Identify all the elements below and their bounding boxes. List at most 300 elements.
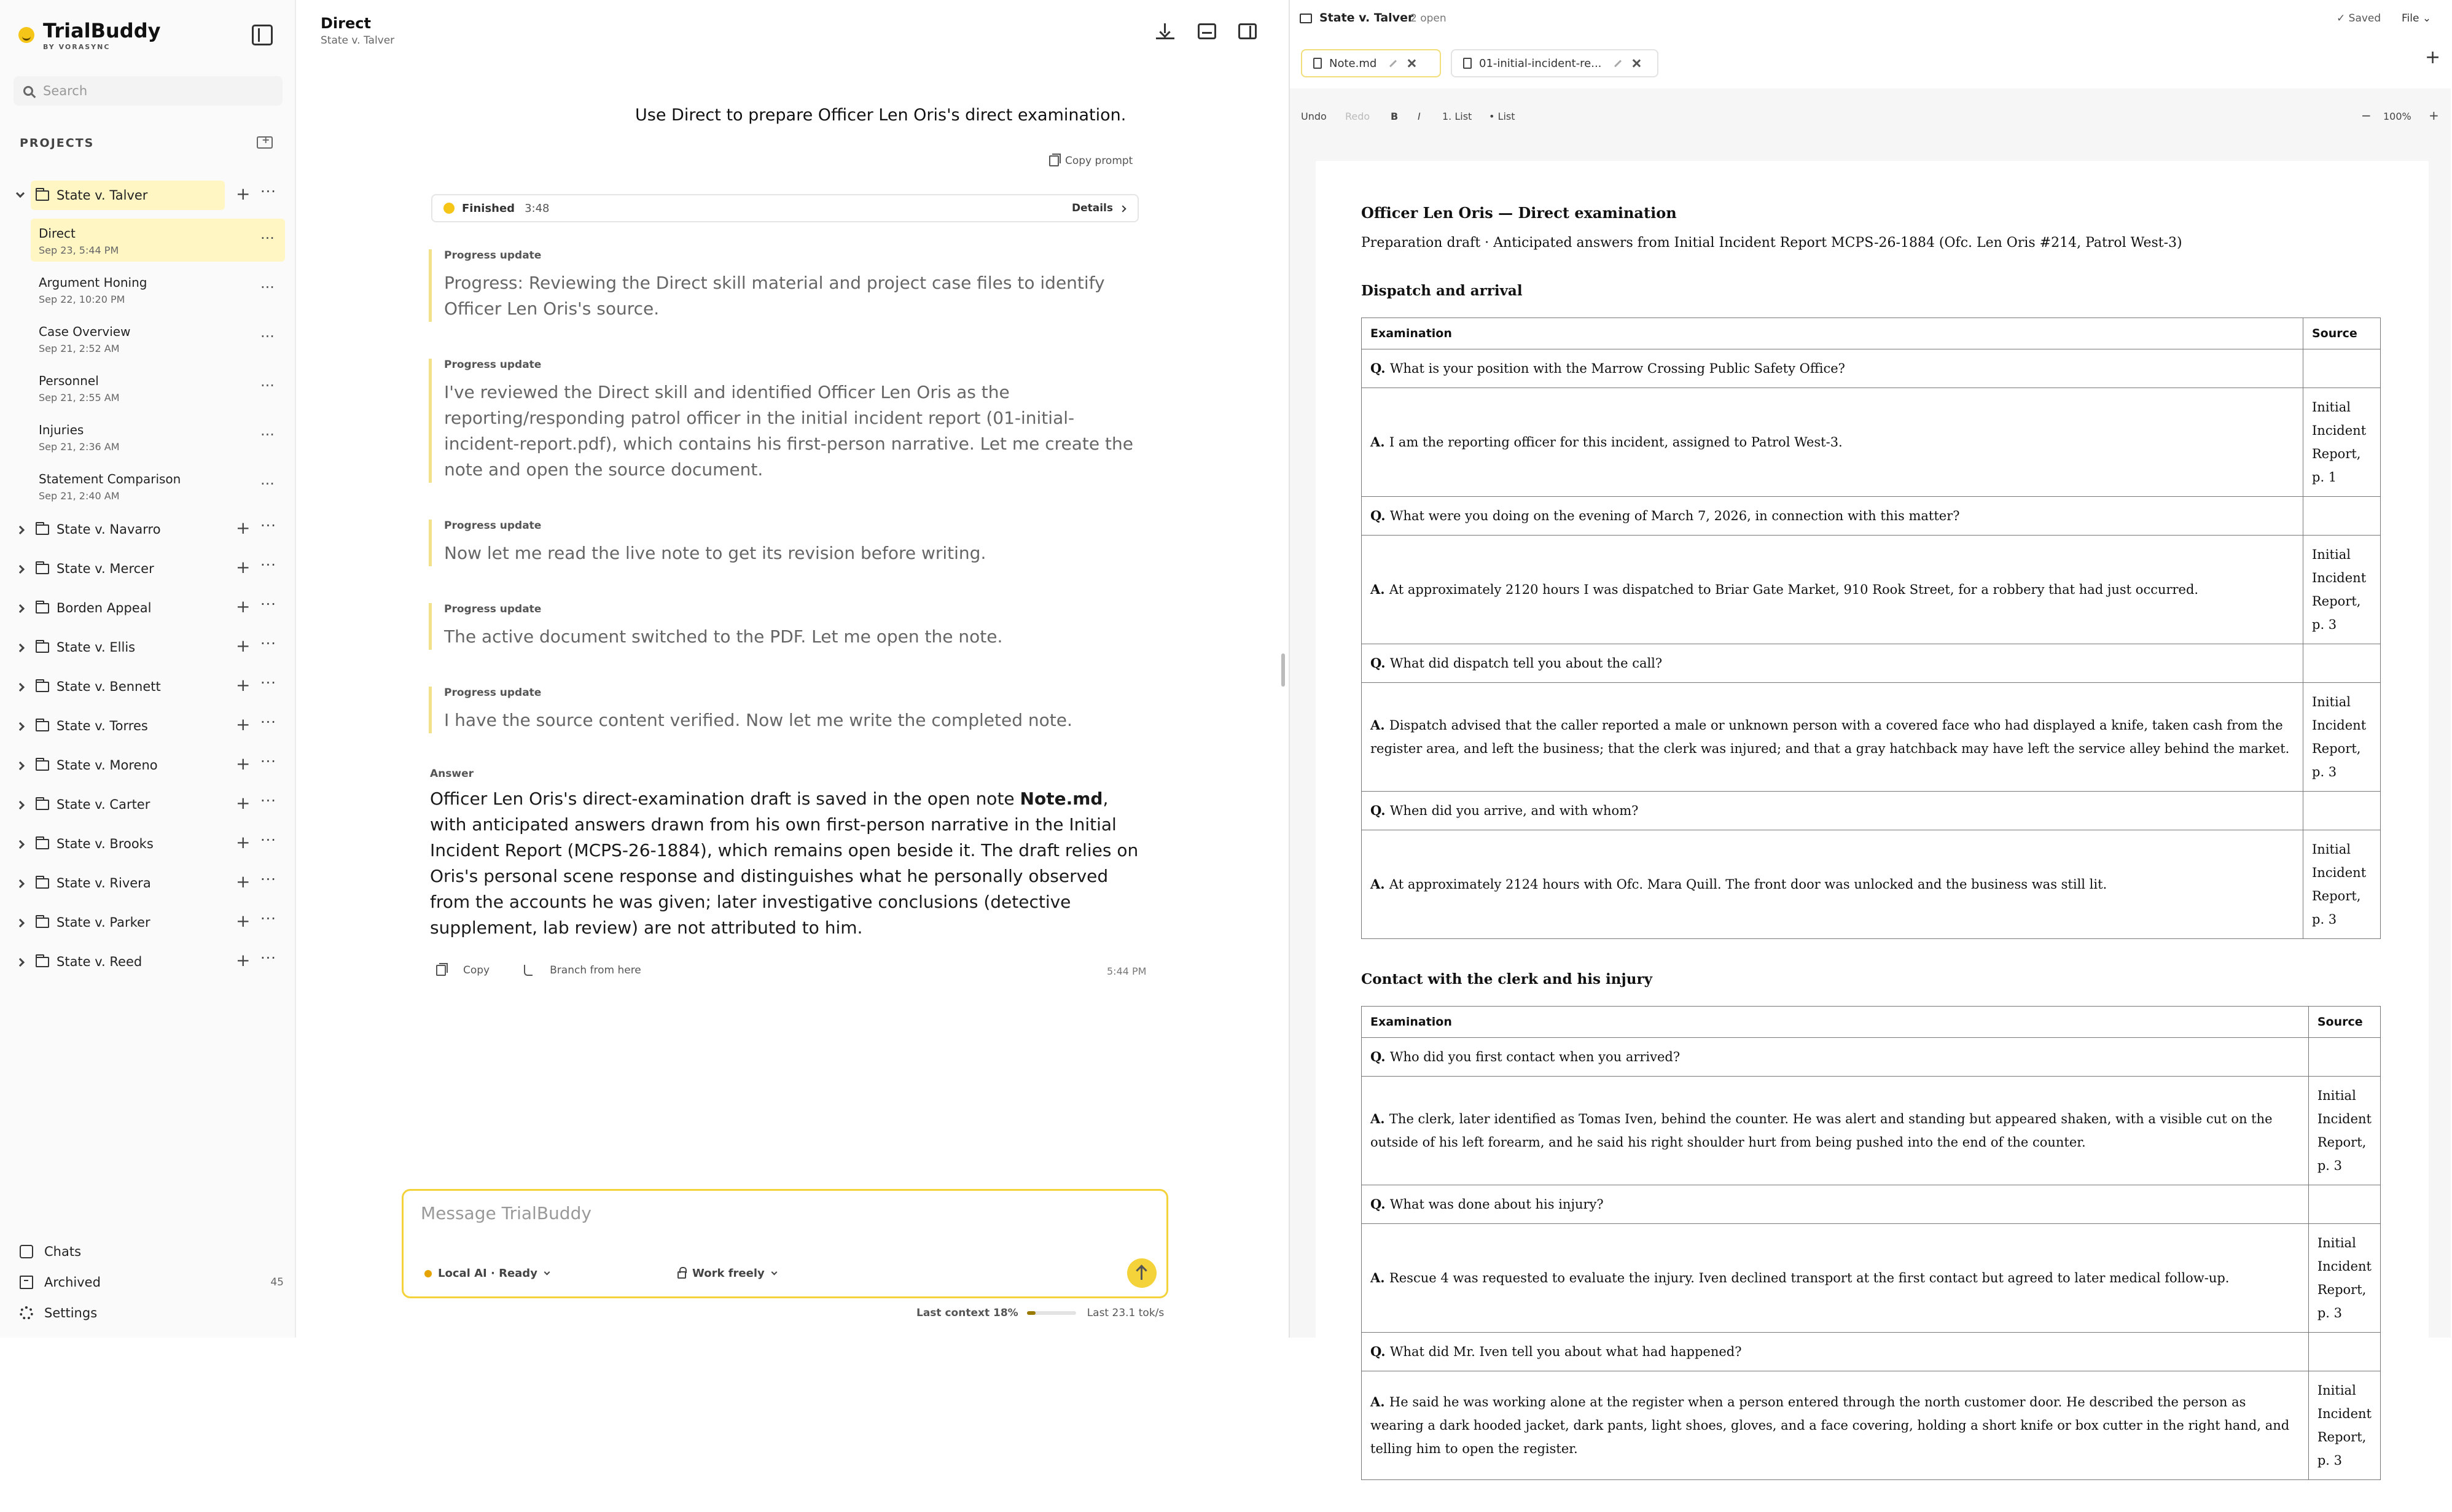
add-chat-button[interactable]: + — [236, 911, 251, 931]
model-selector[interactable] — [424, 1267, 549, 1280]
chat-item-date: Sep 22, 10:20 PM — [39, 294, 125, 305]
add-chat-button[interactable]: + — [236, 596, 251, 617]
add-chat-button[interactable]: + — [236, 754, 251, 774]
empty-source-cell — [2308, 1333, 2380, 1371]
project-label: State v. Bennett — [57, 679, 161, 694]
question-row — [1362, 1185, 2381, 1224]
source-cell: Initial Incident Report, p. 3 — [2308, 1224, 2380, 1333]
chat-item-date: Sep 23, 5:44 PM — [39, 244, 119, 256]
context-status — [916, 1307, 1164, 1319]
more-options-icon[interactable]: ··· — [260, 230, 275, 247]
folder-icon — [36, 524, 49, 535]
add-chat-button[interactable]: + — [236, 832, 251, 852]
progress-update — [429, 687, 1147, 733]
progress-label: Progress update — [444, 520, 542, 532]
project-item[interactable] — [0, 668, 296, 707]
answer-row — [1362, 388, 2381, 497]
brand-subtitle: BY VORASYNC — [43, 43, 111, 51]
add-chat-button[interactable]: + — [236, 184, 251, 204]
progress-text: The active document switched to the PDF. Let me open the note. — [444, 626, 1003, 647]
question-text: What is your position with the Marrow Crossing Public Safety Office? — [1389, 361, 1845, 376]
archived-label: Archived — [44, 1275, 101, 1290]
question-marker: Q. — [1370, 508, 1390, 523]
zoom-out-button[interactable]: − — [2361, 108, 2372, 123]
italic-button[interactable]: I — [1418, 111, 1421, 122]
answer-text: Rescue 4 was requested to evaluate the injury. Iven declined transport at the first contact but agreed to later medical follow-up. — [1389, 1271, 2230, 1285]
question-marker: Q. — [1370, 1196, 1390, 1212]
folder-icon — [36, 564, 49, 574]
answer-row — [1362, 536, 2381, 644]
project-label: State v. Mercer — [57, 561, 154, 576]
document-title: Officer Len Oris — Direct examination — [1361, 204, 1677, 222]
chat-item-title: Personnel — [39, 373, 99, 388]
chevron-right-icon[interactable] — [16, 840, 25, 849]
document-content — [1361, 204, 2381, 1512]
search-icon — [23, 86, 33, 96]
question-row — [1362, 792, 2381, 830]
project-item[interactable] — [0, 786, 296, 825]
answer-part: Officer Len Oris's direct-examination draft is saved in the open note — [430, 789, 1020, 809]
chat-item[interactable] — [0, 216, 296, 265]
answer-cell[interactable] — [1362, 536, 2303, 644]
document-header — [1290, 0, 2452, 38]
question-text: What were you doing on the evening of March 7, 2026, in connection with this matter? — [1389, 509, 1960, 523]
answer-row — [1362, 1371, 2381, 1480]
more-options-icon[interactable]: ··· — [260, 871, 276, 888]
project-label: State v. Carter — [57, 797, 150, 812]
folder-icon — [36, 190, 49, 201]
document-page[interactable] — [1316, 161, 2429, 1468]
question-text: Who did you first contact when you arrived? — [1389, 1050, 1681, 1064]
chevron-right-icon[interactable] — [16, 801, 25, 809]
folder-icon — [36, 603, 49, 614]
chat-item[interactable] — [0, 462, 296, 511]
copy-prompt-label: Copy prompt — [1065, 155, 1133, 167]
more-options-icon[interactable]: ··· — [260, 328, 275, 345]
source-cell: Initial Incident Report, p. 3 — [2308, 1077, 2380, 1185]
question-cell[interactable] — [1362, 644, 2303, 683]
answer-marker: A. — [1370, 434, 1389, 450]
progress-label: Progress update — [444, 603, 542, 615]
send-button[interactable] — [1127, 1258, 1157, 1288]
more-options-icon[interactable]: ··· — [260, 753, 276, 770]
more-options-icon[interactable]: ··· — [260, 635, 276, 652]
context-label: Last context 18% — [916, 1307, 1018, 1319]
document-project: State v. Talver — [1319, 11, 1414, 25]
more-options-icon[interactable]: ··· — [260, 714, 276, 731]
chevron-right-icon[interactable] — [16, 919, 25, 927]
more-options-icon[interactable]: ··· — [260, 910, 276, 927]
answer-row — [1362, 830, 2381, 939]
more-options-icon[interactable]: ··· — [260, 475, 275, 493]
answer-text: At approximately 2120 hours I was dispatched to Briar Gate Market, 910 Rook Street, for a robbery that had just occurred. — [1389, 582, 2199, 597]
tab-label: Note.md — [1329, 57, 1377, 70]
settings-link[interactable] — [20, 1301, 284, 1325]
project-label: State v. Brooks — [57, 836, 154, 851]
project-item-active[interactable] — [0, 177, 296, 216]
question-row — [1362, 497, 2381, 536]
lock-icon — [677, 1271, 686, 1279]
chevron-right-icon[interactable] — [16, 722, 25, 731]
ready-dot-icon — [424, 1270, 432, 1277]
table-header-row — [1362, 318, 2381, 349]
folder-icon — [1300, 14, 1312, 23]
answer-text: He said he was working alone at the register when a person entered through the north customer door. He described the person as wearing a dark hooded jacket, dark pants, light shoes, gloves, and a face covering, holding a short knife or box cutter in the right hand, and telling him to open the register. — [1370, 1395, 2290, 1456]
folder-icon — [36, 682, 49, 692]
source-cell: Initial Incident Report, p. 3 — [2308, 1371, 2380, 1480]
file-menu[interactable]: File ⌄ — [2402, 12, 2432, 25]
answer-cell[interactable] — [1362, 1077, 2309, 1185]
add-chat-button[interactable]: + — [236, 518, 251, 538]
projects-label: PROJECTS — [20, 136, 95, 150]
more-options-icon[interactable]: ··· — [260, 792, 276, 809]
examination-table — [1361, 318, 2381, 939]
section-heading: Contact with the clerk and his injury — [1361, 971, 1652, 988]
project-label: State v. Moreno — [57, 758, 158, 773]
chat-list — [0, 216, 296, 511]
rename-icon[interactable] — [1614, 60, 1622, 67]
more-options-icon[interactable]: ··· — [260, 377, 275, 394]
answer-marker: A. — [1370, 1111, 1389, 1126]
smiley-logo-icon — [18, 27, 34, 43]
document-tabs — [1290, 38, 2452, 88]
chat-title: Direct — [321, 15, 371, 32]
add-chat-button[interactable]: + — [236, 793, 251, 813]
answer-marker: A. — [1370, 876, 1389, 892]
chat-subtitle: State v. Talver — [321, 34, 395, 47]
sidebar — [0, 0, 296, 1338]
column-header-source: Source — [2308, 1007, 2380, 1038]
project-label: State v. Ellis — [57, 640, 136, 655]
chevron-right-icon[interactable] — [16, 526, 25, 534]
progress-update — [429, 603, 1147, 650]
project-label: State v. Rivera — [57, 876, 151, 890]
undo-button[interactable]: Undo — [1301, 111, 1327, 122]
context-fill — [1027, 1311, 1036, 1315]
file-icon — [1313, 58, 1322, 69]
file-icon — [1463, 58, 1472, 69]
empty-source-cell — [2303, 644, 2381, 683]
table-header-row — [1362, 1007, 2381, 1038]
status-label: Finished — [462, 201, 515, 215]
copy-answer-button[interactable] — [436, 964, 507, 976]
more-options-icon[interactable]: ··· — [260, 674, 276, 692]
copy-icon — [436, 965, 446, 976]
gear-icon — [20, 1306, 33, 1320]
copy-icon — [1049, 155, 1059, 166]
saved-status: ✓ Saved — [2337, 12, 2381, 25]
more-options-icon[interactable]: ··· — [260, 183, 276, 200]
folder-icon — [36, 918, 49, 928]
question-cell[interactable] — [1362, 349, 2303, 388]
mode-label: Work freely — [692, 1267, 765, 1280]
progress-label: Progress update — [444, 249, 542, 262]
project-item[interactable] — [0, 943, 296, 983]
note-filename: Note.md — [1020, 789, 1103, 809]
details-button[interactable] — [1072, 202, 1125, 214]
answer-cell[interactable] — [1362, 1224, 2309, 1333]
question-cell[interactable] — [1362, 1185, 2309, 1224]
answer-cell[interactable] — [1362, 683, 2303, 792]
source-cell: Initial Incident Report, p. 3 — [2303, 830, 2381, 939]
answer-marker: A. — [1370, 717, 1389, 733]
model-label: Local AI · Ready — [438, 1267, 537, 1280]
progress-label: Progress update — [444, 359, 542, 371]
redo-button[interactable]: Redo — [1345, 111, 1370, 122]
user-message: Use Direct to prepare Officer Len Oris's direct examination. — [635, 106, 1126, 125]
answer-cell[interactable] — [1362, 388, 2303, 497]
answer-actions — [436, 964, 676, 976]
mode-selector[interactable] — [677, 1267, 776, 1280]
empty-source-cell — [2303, 349, 2381, 388]
progress-update — [429, 249, 1147, 322]
answer-marker: A. — [1370, 1270, 1389, 1285]
search-placeholder: Search — [43, 84, 88, 98]
question-cell[interactable] — [1362, 1038, 2309, 1077]
chevron-right-icon[interactable] — [16, 958, 25, 967]
smiley-status-icon — [443, 203, 455, 214]
close-icon[interactable] — [1632, 59, 1641, 68]
tab-note[interactable] — [1301, 49, 1441, 77]
add-chat-button[interactable]: + — [236, 675, 251, 695]
chevron-right-icon[interactable] — [16, 604, 25, 613]
status-duration: 3:48 — [525, 201, 550, 215]
more-options-icon[interactable]: ··· — [260, 279, 275, 296]
open-count: 2 open — [1410, 12, 1447, 25]
project-item[interactable] — [0, 511, 296, 550]
speed-label: Last 23.1 tok/s — [1087, 1307, 1165, 1319]
other-projects — [0, 511, 296, 983]
more-options-icon[interactable]: ··· — [260, 832, 276, 849]
answer-text: Dispatch advised that the caller reported a male or unknown person with a covered face who had displayed a knife, taken cash from the register area, and left the business; that the clerk was injured; and that a gray hatchback may have left the service alley behind the market. — [1370, 718, 2290, 756]
column-header-source: Source — [2303, 318, 2381, 349]
column-header-examination: Examination — [1362, 1007, 2309, 1038]
archive-icon — [20, 1276, 33, 1289]
question-marker: Q. — [1370, 1049, 1390, 1064]
question-row — [1362, 644, 2381, 683]
source-cell: Initial Incident Report, p. 3 — [2303, 683, 2381, 792]
answer-label: Answer — [430, 768, 474, 780]
chevron-right-icon[interactable] — [16, 879, 25, 888]
chat-item-date: Sep 21, 2:55 AM — [39, 392, 120, 403]
chevron-right-icon[interactable] — [16, 683, 25, 692]
more-options-icon[interactable]: ··· — [260, 556, 276, 574]
answer-row — [1362, 1077, 2381, 1185]
zoom-level: 100% — [2383, 111, 2411, 122]
empty-source-cell — [2308, 1185, 2380, 1224]
more-options-icon[interactable]: ··· — [260, 949, 276, 967]
details-label: Details — [1071, 202, 1113, 214]
tab-label: 01-initial-incident-re... — [1479, 57, 1602, 70]
chat-item-title: Direct — [39, 226, 76, 241]
answer-cell[interactable] — [1362, 1371, 2309, 1480]
folder-icon — [36, 957, 49, 967]
toggle-panel-icon[interactable] — [1238, 23, 1257, 39]
question-row — [1362, 1333, 2381, 1371]
project-item[interactable] — [0, 747, 296, 786]
chevron-down-icon — [544, 1269, 550, 1276]
answer-text: I am the reporting officer for this incident, assigned to Patrol West-3. — [1389, 435, 1843, 450]
chat-item[interactable] — [0, 265, 296, 314]
progress-update — [429, 359, 1147, 483]
question-marker: Q. — [1370, 803, 1390, 818]
branch-label: Branch from here — [550, 964, 641, 976]
project-item[interactable] — [0, 865, 296, 904]
composer — [402, 1189, 1168, 1298]
chat-item-date: Sep 21, 2:40 AM — [39, 490, 120, 502]
pane-resize-handle[interactable] — [1281, 653, 1285, 687]
chat-item-date: Sep 21, 2:36 AM — [39, 441, 120, 453]
project-label: State v. Talver — [57, 188, 148, 203]
message-input[interactable]: Message TrialBuddy — [421, 1203, 592, 1223]
source-cell: Initial Incident Report, p. 3 — [2303, 536, 2381, 644]
branch-icon — [524, 965, 533, 976]
folder-icon — [36, 721, 49, 731]
progress-text: I've reviewed the Direct skill and identified Officer Len Oris as the reporting/responding patrol officer in the initial incident report (01-initial-incident-report.pdf), which contains his first-person narrative. Let me create the note and open the source document. — [444, 382, 1133, 480]
bold-button[interactable]: B — [1391, 111, 1399, 122]
add-chat-button[interactable]: + — [236, 714, 251, 735]
folder-icon — [36, 800, 49, 810]
answer-marker: A. — [1370, 582, 1389, 597]
chat-item[interactable] — [0, 364, 296, 413]
archived-link[interactable] — [20, 1270, 284, 1295]
bullet-list-button[interactable]: • List — [1489, 111, 1515, 122]
examination-table — [1361, 1006, 2381, 1480]
close-icon[interactable] — [1407, 59, 1416, 68]
new-project-icon[interactable] — [257, 136, 273, 149]
chat-item-title: Argument Honing — [39, 275, 147, 290]
inbox-icon[interactable] — [1198, 23, 1216, 39]
chevron-down-icon — [771, 1269, 777, 1276]
more-options-icon[interactable]: ··· — [260, 517, 276, 534]
document-pane — [1289, 0, 2451, 1468]
run-status-bar[interactable] — [431, 194, 1139, 222]
document-sections — [1361, 283, 2381, 1480]
project-item[interactable] — [0, 590, 296, 629]
question-cell[interactable] — [1362, 497, 2303, 536]
answer-text — [430, 786, 1142, 941]
branch-button[interactable] — [524, 964, 658, 976]
chevron-right-icon — [1119, 205, 1126, 212]
settings-label: Settings — [44, 1306, 98, 1320]
more-options-icon[interactable]: ··· — [260, 426, 275, 443]
source-cell: Initial Incident Report, p. 1 — [2303, 388, 2381, 497]
project-item[interactable] — [0, 550, 296, 590]
project-label: State v. Navarro — [57, 522, 161, 537]
document-subtitle: Preparation draft · Anticipated answers from Initial Incident Report MCPS-26-1884 (Ofc. Len Oris #214, Patrol West-3) — [1361, 235, 2182, 251]
project-item[interactable] — [0, 825, 296, 865]
message-time: 5:44 PM — [1107, 965, 1147, 977]
question-cell[interactable] — [1362, 792, 2303, 830]
column-header-examination: Examination — [1362, 318, 2303, 349]
chevron-right-icon[interactable] — [16, 762, 25, 770]
new-tab-button[interactable]: + — [2425, 47, 2441, 68]
answer-marker: A. — [1370, 1394, 1389, 1409]
search-input[interactable] — [14, 76, 283, 106]
question-text: What was done about his injury? — [1389, 1197, 1604, 1212]
chat-item-title: Case Overview — [39, 324, 131, 339]
project-item[interactable] — [0, 904, 296, 943]
question-cell[interactable] — [1362, 1333, 2309, 1371]
download-icon[interactable] — [1156, 23, 1174, 39]
project-item[interactable] — [0, 629, 296, 668]
answer-row — [1362, 1224, 2381, 1333]
archived-count: 45 — [270, 1276, 284, 1288]
question-row — [1362, 1038, 2381, 1077]
project-label: State v. Torres — [57, 719, 148, 733]
question-text: What did dispatch tell you about the call? — [1389, 656, 1663, 671]
collapse-sidebar-icon[interactable] — [252, 25, 273, 45]
question-marker: Q. — [1370, 655, 1390, 671]
chat-item[interactable] — [0, 314, 296, 364]
answer-text: At approximately 2124 hours with Ofc. Mara Quill. The front door was unlocked and the business was still lit. — [1389, 877, 2107, 892]
progress-text: Progress: Reviewing the Direct skill material and project case files to identify Officer Len Oris's source. — [444, 273, 1105, 319]
zoom-in-button[interactable]: + — [2429, 108, 2439, 123]
tab-incident-report[interactable] — [1451, 49, 1658, 77]
answer-row — [1362, 683, 2381, 792]
numbered-list-button[interactable]: 1. List — [1442, 111, 1472, 122]
folder-icon — [36, 839, 49, 849]
project-label: Borden Appeal — [57, 601, 152, 615]
question-row — [1362, 349, 2381, 388]
question-text: When did you arrive, and with whom? — [1389, 803, 1639, 818]
question-marker: Q. — [1370, 360, 1390, 376]
add-chat-button[interactable]: + — [236, 871, 251, 892]
context-bar — [1027, 1311, 1076, 1315]
project-item[interactable] — [0, 707, 296, 747]
more-options-icon[interactable]: ··· — [260, 596, 276, 613]
question-text: What did Mr. Iven tell you about what had happened? — [1389, 1344, 1742, 1359]
folder-icon — [36, 760, 49, 771]
copy-label: Copy — [463, 964, 490, 976]
brand — [18, 18, 160, 52]
chat-item-title: Injuries — [39, 423, 84, 437]
project-label: State v. Reed — [57, 954, 143, 969]
add-chat-button[interactable]: + — [236, 557, 251, 577]
chat-item-date: Sep 21, 2:52 AM — [39, 343, 120, 354]
answer-part: , with anticipated answers drawn from his own first-person narrative in the Initial Incident Report (MCPS-26-1884), which remains open beside it. The draft relies on Oris's personal scene response and distinguishes what he personally observed from the accounts he was given; later investigative conclusions (detective supplement, lab review) are not attributed to him. — [430, 789, 1139, 938]
chevron-right-icon[interactable] — [16, 565, 25, 574]
chevron-down-icon[interactable] — [16, 189, 25, 198]
chat-item-title: Statement Comparison — [39, 472, 181, 486]
editor-toolbar — [1290, 98, 2452, 135]
add-chat-button[interactable]: + — [236, 950, 251, 970]
folder-icon — [36, 878, 49, 889]
chats-link[interactable] — [20, 1239, 284, 1264]
chat-item[interactable] — [0, 413, 296, 462]
empty-source-cell — [2303, 497, 2381, 536]
chats-label: Chats — [44, 1244, 82, 1259]
progress-update — [429, 520, 1147, 566]
answer-text: The clerk, later identified as Tomas Iven, behind the counter. He was alert and standing but appeared shaken, with a visible cut on the outside of his left forearm, and he said his right shoulder hurt from being pushed into the end of the counter. — [1370, 1112, 2273, 1150]
project-label: State v. Parker — [57, 915, 150, 930]
section-heading: Dispatch and arrival — [1361, 283, 1523, 299]
add-chat-button[interactable]: + — [236, 636, 251, 656]
question-marker: Q. — [1370, 1344, 1390, 1359]
progress-text: Now let me read the live note to get its revision before writing. — [444, 543, 986, 563]
rename-icon[interactable] — [1389, 60, 1397, 67]
answer-cell[interactable] — [1362, 830, 2303, 939]
chat-bubble-icon — [20, 1245, 33, 1258]
empty-source-cell — [2303, 792, 2381, 830]
chat-pane — [297, 0, 1281, 1338]
folder-icon — [36, 642, 49, 653]
chevron-right-icon[interactable] — [16, 644, 25, 652]
project-tree — [0, 177, 296, 983]
brand-name: TrialBuddy — [43, 19, 161, 42]
progress-label: Progress update — [444, 687, 542, 699]
copy-prompt-button[interactable] — [1049, 155, 1133, 167]
